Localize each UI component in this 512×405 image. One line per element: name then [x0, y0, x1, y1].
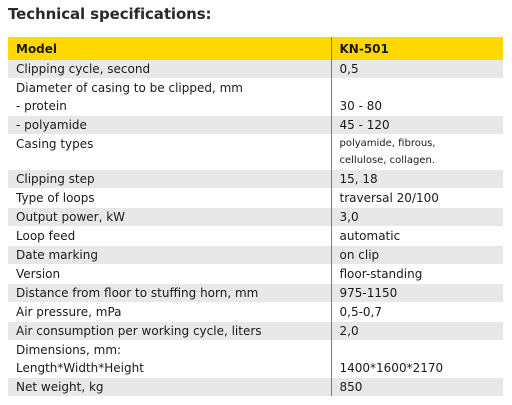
- value-net-weight: 850: [331, 378, 503, 397]
- label-net-weight: Net weight, kg: [8, 378, 331, 397]
- row-output-power: [8, 208, 503, 227]
- row-net-weight: [8, 378, 503, 397]
- row-distance: [8, 284, 503, 303]
- value-diameter: [331, 79, 503, 116]
- casing-types-line2: cellulose, collagen.: [339, 155, 435, 166]
- value-date-marking: on clip: [331, 246, 503, 265]
- value-diameter-polyamide: 45 - 120: [331, 116, 503, 135]
- dimensions-value: 1400*1600*2170: [339, 361, 444, 375]
- header-param: Model: [8, 37, 331, 60]
- value-casing-types: [331, 135, 503, 170]
- value-distance: 975-1150: [331, 284, 503, 303]
- label-output-power: Output power, kW: [8, 208, 331, 227]
- row-diameter: [8, 79, 503, 116]
- label-diameter: [8, 79, 331, 116]
- row-casing-types: [8, 135, 503, 170]
- label-distance: Distance from floor to stuffing horn, mm: [8, 284, 331, 303]
- row-loop-feed: [8, 227, 503, 246]
- row-air-pressure: [8, 303, 503, 322]
- label-air-consumption: Air consumption per working cycle, liters: [8, 322, 331, 341]
- header-model-value: KN-501: [331, 37, 503, 60]
- row-type-of-loops: [8, 189, 503, 208]
- value-clipping-step: 15, 18: [331, 170, 503, 189]
- label-date-marking: Date marking: [8, 246, 331, 265]
- row-diameter-polyamide: [8, 116, 503, 135]
- value-dimensions: [331, 341, 503, 378]
- row-version: [8, 265, 503, 284]
- label-air-pressure: Air pressure, mPa: [8, 303, 331, 322]
- dimensions-label-line1: Dimensions, mm:: [16, 343, 122, 357]
- value-air-consumption: 2,0: [331, 322, 503, 341]
- table-header-row: [8, 37, 503, 60]
- diameter-protein-label: - protein: [16, 99, 67, 113]
- label-casing-types: Casing types: [8, 135, 331, 170]
- value-air-pressure: 0,5-0,7: [331, 303, 503, 322]
- label-clipping-cycle: Clipping cycle, second: [8, 60, 331, 79]
- row-date-marking: [8, 246, 503, 265]
- value-type-of-loops: traversal 20/100: [331, 189, 503, 208]
- diameter-heading: Diameter of casing to be clipped, mm: [16, 81, 243, 95]
- value-version: floor-standing: [331, 265, 503, 284]
- label-type-of-loops: Type of loops: [8, 189, 331, 208]
- diameter-protein-value: 30 - 80: [339, 99, 382, 113]
- value-loop-feed: automatic: [331, 227, 503, 246]
- dimensions-label-line2: Length*Width*Height: [16, 361, 144, 375]
- specifications-table: [8, 37, 503, 396]
- label-dimensions: [8, 341, 331, 378]
- label-diameter-polyamide: - polyamide: [8, 116, 331, 135]
- label-loop-feed: Loop feed: [8, 227, 331, 246]
- page-title: Technical specifications:: [8, 5, 212, 23]
- label-clipping-step: Clipping step: [8, 170, 331, 189]
- row-clipping-cycle: [8, 60, 503, 79]
- casing-types-line1: polyamide, fibrous,: [339, 138, 436, 149]
- value-output-power: 3,0: [331, 208, 503, 227]
- label-version: Version: [8, 265, 331, 284]
- value-clipping-cycle: 0,5: [331, 60, 503, 79]
- row-dimensions: [8, 341, 503, 378]
- row-clipping-step: [8, 170, 503, 189]
- row-air-consumption: [8, 322, 503, 341]
